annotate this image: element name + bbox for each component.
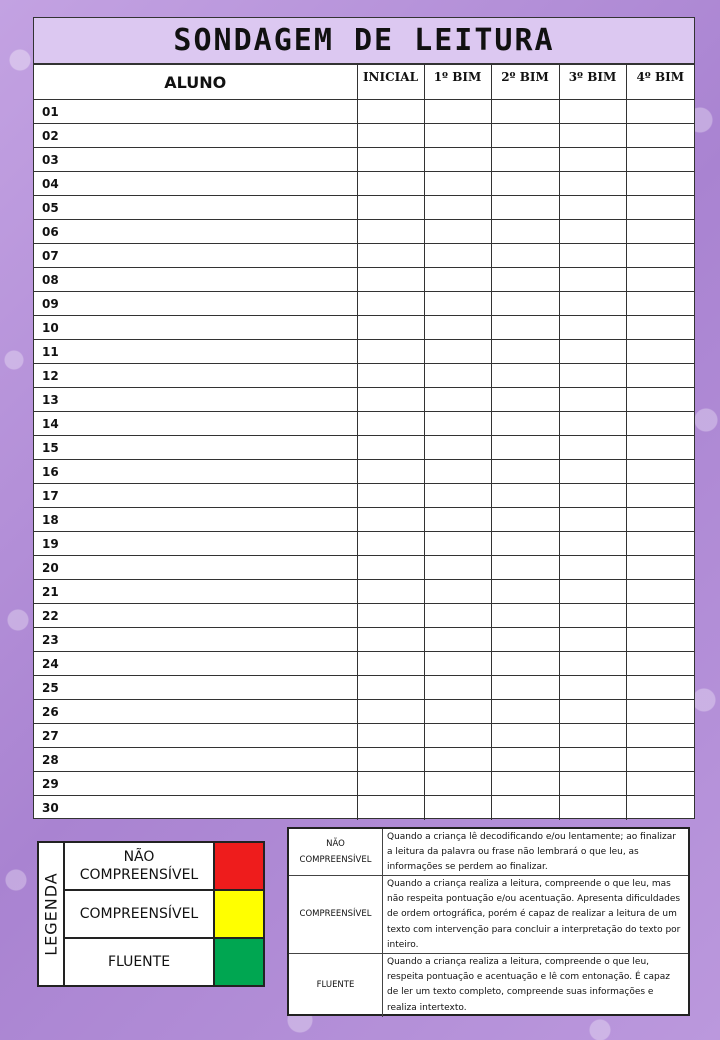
cell-bim-4[interactable] xyxy=(626,172,694,196)
table-row xyxy=(34,100,694,124)
table-row xyxy=(34,676,694,700)
cell-bim-1[interactable] xyxy=(424,556,491,580)
cell-inicial[interactable] xyxy=(357,676,424,700)
reading-survey-sheet xyxy=(33,17,695,819)
header-bim-2: 2º BIM xyxy=(491,65,559,100)
description-text: Quando a criança realiza a leitura, compreende o que leu, mas não respeita pontuação e/ou acentuação. Apresenta dificuldades de ordem ortográfica, porém é capaz de realizar a leitura de um texto com intervenção para concluir a interpretação do texto por inteiro. xyxy=(387,879,681,950)
table-row xyxy=(34,748,694,772)
cell-bim-3[interactable] xyxy=(559,652,626,676)
cell-inicial[interactable] xyxy=(357,340,424,364)
cell-bim-2[interactable] xyxy=(491,628,559,652)
legend-label: FLUENTE xyxy=(65,939,215,985)
table-row xyxy=(34,796,694,820)
cell-inicial[interactable] xyxy=(357,172,424,196)
cell-bim-2[interactable] xyxy=(491,700,559,724)
student-number[interactable]: 18 xyxy=(34,508,357,532)
cell-inicial[interactable] xyxy=(357,196,424,220)
cell-bim-1[interactable] xyxy=(424,700,491,724)
cell-bim-3[interactable] xyxy=(559,220,626,244)
cell-bim-4[interactable] xyxy=(626,124,694,148)
legend-swatch-yellow xyxy=(215,891,263,937)
description-name: NÃO COMPREENSÍVEL xyxy=(289,829,383,875)
cell-bim-3[interactable] xyxy=(559,772,626,796)
cell-bim-2[interactable] xyxy=(491,508,559,532)
table-row xyxy=(34,700,694,724)
cell-bim-3[interactable] xyxy=(559,508,626,532)
table-row xyxy=(34,604,694,628)
cell-bim-1[interactable] xyxy=(424,796,491,820)
cell-bim-4[interactable] xyxy=(626,340,694,364)
legend-title: LEGENDA xyxy=(41,872,61,956)
cell-inicial[interactable] xyxy=(357,220,424,244)
cell-inicial[interactable] xyxy=(357,436,424,460)
description-row-nao-compreensivel xyxy=(289,829,688,876)
cell-bim-3[interactable] xyxy=(559,412,626,436)
cell-bim-1[interactable] xyxy=(424,412,491,436)
student-number[interactable]: 24 xyxy=(34,652,357,676)
cell-bim-1[interactable] xyxy=(424,724,491,748)
cell-inicial[interactable] xyxy=(357,700,424,724)
cell-bim-3[interactable] xyxy=(559,364,626,388)
cell-bim-3[interactable] xyxy=(559,484,626,508)
cell-bim-3[interactable] xyxy=(559,532,626,556)
cell-bim-1[interactable] xyxy=(424,748,491,772)
legend-label: COMPREENSÍVEL xyxy=(65,891,215,937)
cell-bim-2[interactable] xyxy=(491,748,559,772)
description-name: COMPREENSÍVEL xyxy=(289,876,383,953)
cell-bim-4[interactable] xyxy=(626,724,694,748)
cell-bim-2[interactable] xyxy=(491,388,559,412)
cell-bim-1[interactable] xyxy=(424,508,491,532)
cell-bim-4[interactable] xyxy=(626,796,694,820)
legend-box xyxy=(37,841,265,987)
cell-bim-1[interactable] xyxy=(424,388,491,412)
cell-inicial[interactable] xyxy=(357,580,424,604)
cell-bim-2[interactable] xyxy=(491,556,559,580)
cell-inicial[interactable] xyxy=(357,748,424,772)
table-row xyxy=(34,340,694,364)
cell-bim-4[interactable] xyxy=(626,292,694,316)
cell-inicial[interactable] xyxy=(357,244,424,268)
cell-bim-4[interactable] xyxy=(626,412,694,436)
student-number[interactable]: 23 xyxy=(34,628,357,652)
student-number[interactable]: 02 xyxy=(34,124,357,148)
cell-bim-3[interactable] xyxy=(559,700,626,724)
cell-bim-1[interactable] xyxy=(424,532,491,556)
student-number[interactable]: 06 xyxy=(34,220,357,244)
cell-bim-1[interactable] xyxy=(424,220,491,244)
student-number[interactable]: 08 xyxy=(34,268,357,292)
cell-bim-2[interactable] xyxy=(491,604,559,628)
cell-bim-2[interactable] xyxy=(491,100,559,124)
cell-bim-4[interactable] xyxy=(626,556,694,580)
cell-bim-2[interactable] xyxy=(491,124,559,148)
description-name: FLUENTE xyxy=(289,954,383,1017)
student-number[interactable]: 30 xyxy=(34,796,357,820)
cell-bim-1[interactable] xyxy=(424,292,491,316)
cell-bim-2[interactable] xyxy=(491,172,559,196)
cell-inicial[interactable] xyxy=(357,628,424,652)
cell-bim-4[interactable] xyxy=(626,220,694,244)
cell-bim-3[interactable] xyxy=(559,196,626,220)
cell-bim-3[interactable] xyxy=(559,748,626,772)
cell-bim-2[interactable] xyxy=(491,796,559,820)
table-row xyxy=(34,628,694,652)
cell-inicial[interactable] xyxy=(357,556,424,580)
legend-title-cell xyxy=(39,843,65,985)
student-number[interactable]: 15 xyxy=(34,436,357,460)
student-number[interactable]: 10 xyxy=(34,316,357,340)
table-row xyxy=(34,460,694,484)
student-number[interactable]: 22 xyxy=(34,604,357,628)
cell-bim-2[interactable] xyxy=(491,724,559,748)
cell-bim-2[interactable] xyxy=(491,580,559,604)
cell-bim-4[interactable] xyxy=(626,628,694,652)
cell-bim-4[interactable] xyxy=(626,484,694,508)
cell-inicial[interactable] xyxy=(357,460,424,484)
cell-bim-4[interactable] xyxy=(626,532,694,556)
student-number[interactable]: 13 xyxy=(34,388,357,412)
student-number[interactable]: 28 xyxy=(34,748,357,772)
student-number[interactable]: 03 xyxy=(34,148,357,172)
cell-bim-1[interactable] xyxy=(424,268,491,292)
cell-bim-1[interactable] xyxy=(424,124,491,148)
student-number[interactable]: 20 xyxy=(34,556,357,580)
student-number[interactable]: 21 xyxy=(34,580,357,604)
legend-item-fluente xyxy=(65,939,263,985)
cell-bim-3[interactable] xyxy=(559,580,626,604)
table-row xyxy=(34,220,694,244)
cell-bim-2[interactable] xyxy=(491,412,559,436)
cell-bim-2[interactable] xyxy=(491,460,559,484)
cell-bim-3[interactable] xyxy=(559,460,626,484)
cell-bim-1[interactable] xyxy=(424,340,491,364)
description-row-compreensivel xyxy=(289,876,688,954)
cell-bim-2[interactable] xyxy=(491,292,559,316)
cell-inicial[interactable] xyxy=(357,532,424,556)
header-bim-3: 3º BIM xyxy=(559,65,626,100)
cell-bim-1[interactable] xyxy=(424,244,491,268)
cell-bim-2[interactable] xyxy=(491,268,559,292)
cell-bim-4[interactable] xyxy=(626,676,694,700)
table-row xyxy=(34,412,694,436)
table-row xyxy=(34,388,694,412)
table-row xyxy=(34,364,694,388)
student-number[interactable]: 14 xyxy=(34,412,357,436)
cell-inicial[interactable] xyxy=(357,508,424,532)
table-row xyxy=(34,556,694,580)
table-row xyxy=(34,172,694,196)
cell-bim-3[interactable] xyxy=(559,628,626,652)
cell-bim-1[interactable] xyxy=(424,460,491,484)
cell-bim-4[interactable] xyxy=(626,652,694,676)
student-table xyxy=(34,64,694,820)
cell-inicial[interactable] xyxy=(357,148,424,172)
cell-bim-2[interactable] xyxy=(491,244,559,268)
cell-bim-4[interactable] xyxy=(626,580,694,604)
table-row xyxy=(34,292,694,316)
cell-bim-1[interactable] xyxy=(424,436,491,460)
cell-bim-3[interactable] xyxy=(559,172,626,196)
cell-bim-3[interactable] xyxy=(559,268,626,292)
cell-inicial[interactable] xyxy=(357,724,424,748)
student-number[interactable]: 26 xyxy=(34,700,357,724)
cell-bim-2[interactable] xyxy=(491,148,559,172)
cell-inicial[interactable] xyxy=(357,772,424,796)
student-number[interactable]: 04 xyxy=(34,172,357,196)
cell-bim-4[interactable] xyxy=(626,244,694,268)
header-inicial: INICIAL xyxy=(357,65,424,100)
cell-bim-3[interactable] xyxy=(559,796,626,820)
cell-bim-3[interactable] xyxy=(559,340,626,364)
cell-inicial[interactable] xyxy=(357,364,424,388)
cell-bim-4[interactable] xyxy=(626,508,694,532)
cell-bim-3[interactable] xyxy=(559,604,626,628)
cell-bim-2[interactable] xyxy=(491,196,559,220)
cell-bim-2[interactable] xyxy=(491,364,559,388)
student-number[interactable]: 17 xyxy=(34,484,357,508)
cell-bim-1[interactable] xyxy=(424,628,491,652)
student-number[interactable]: 16 xyxy=(34,460,357,484)
cell-bim-3[interactable] xyxy=(559,436,626,460)
student-number[interactable]: 01 xyxy=(34,100,357,124)
table-row xyxy=(34,652,694,676)
student-number[interactable]: 07 xyxy=(34,244,357,268)
cell-inicial[interactable] xyxy=(357,484,424,508)
table-row xyxy=(34,316,694,340)
cell-bim-4[interactable] xyxy=(626,100,694,124)
legend-items xyxy=(65,843,263,985)
description-text: Quando a criança realiza a leitura, compreende o que leu, respeita pontuação e acentuação e lê com entonação. É capaz de ler um texto completo, compreende suas informações e realiza intertexto. xyxy=(387,957,670,1013)
header-bim-4: 4º BIM xyxy=(626,65,694,100)
legend-swatch-green xyxy=(215,939,263,985)
cell-bim-1[interactable] xyxy=(424,772,491,796)
student-number[interactable]: 27 xyxy=(34,724,357,748)
cell-bim-3[interactable] xyxy=(559,292,626,316)
cell-inicial[interactable] xyxy=(357,292,424,316)
cell-bim-1[interactable] xyxy=(424,148,491,172)
cell-bim-4[interactable] xyxy=(626,268,694,292)
cell-inicial[interactable] xyxy=(357,100,424,124)
cell-inicial[interactable] xyxy=(357,388,424,412)
legend-label: NÃO COMPREENSÍVEL xyxy=(65,843,215,889)
cell-bim-4[interactable] xyxy=(626,604,694,628)
table-row xyxy=(34,148,694,172)
student-number[interactable]: 25 xyxy=(34,676,357,700)
legend-item-compreensivel xyxy=(65,891,263,939)
student-number[interactable]: 05 xyxy=(34,196,357,220)
cell-inicial[interactable] xyxy=(357,268,424,292)
table-row xyxy=(34,724,694,748)
cell-bim-1[interactable] xyxy=(424,580,491,604)
cell-bim-1[interactable] xyxy=(424,652,491,676)
cell-bim-2[interactable] xyxy=(491,772,559,796)
cell-bim-3[interactable] xyxy=(559,148,626,172)
cell-bim-3[interactable] xyxy=(559,316,626,340)
cell-bim-4[interactable] xyxy=(626,772,694,796)
table-row xyxy=(34,484,694,508)
cell-bim-4[interactable] xyxy=(626,148,694,172)
cell-bim-2[interactable] xyxy=(491,316,559,340)
cell-bim-2[interactable] xyxy=(491,676,559,700)
cell-bim-2[interactable] xyxy=(491,532,559,556)
cell-bim-1[interactable] xyxy=(424,364,491,388)
student-number[interactable]: 09 xyxy=(34,292,357,316)
cell-bim-4[interactable] xyxy=(626,388,694,412)
cell-bim-1[interactable] xyxy=(424,100,491,124)
cell-bim-4[interactable] xyxy=(626,460,694,484)
cell-bim-3[interactable] xyxy=(559,556,626,580)
cell-bim-3[interactable] xyxy=(559,724,626,748)
table-row xyxy=(34,532,694,556)
cell-bim-4[interactable] xyxy=(626,700,694,724)
table-row xyxy=(34,196,694,220)
student-number[interactable]: 29 xyxy=(34,772,357,796)
cell-bim-3[interactable] xyxy=(559,124,626,148)
cell-bim-1[interactable] xyxy=(424,196,491,220)
legend-swatch-red xyxy=(215,843,263,889)
cell-bim-2[interactable] xyxy=(491,484,559,508)
cell-inicial[interactable] xyxy=(357,412,424,436)
cell-bim-4[interactable] xyxy=(626,748,694,772)
cell-bim-4[interactable] xyxy=(626,316,694,340)
cell-bim-2[interactable] xyxy=(491,220,559,244)
page-title: SONDAGEM DE LEITURA xyxy=(34,18,694,64)
cell-bim-3[interactable] xyxy=(559,676,626,700)
student-number[interactable]: 12 xyxy=(34,364,357,388)
table-header-row xyxy=(34,65,694,100)
table-row xyxy=(34,580,694,604)
table-row xyxy=(34,268,694,292)
cell-bim-3[interactable] xyxy=(559,388,626,412)
cell-bim-2[interactable] xyxy=(491,436,559,460)
cell-bim-2[interactable] xyxy=(491,340,559,364)
description-text: Quando a criança lê decodificando e/ou lentamente; ao finalizar a leitura da palavra ou frase não lembrará o que leu, as informações se perdem ao finalizar. xyxy=(387,832,676,873)
description-table xyxy=(287,827,690,1016)
cell-bim-4[interactable] xyxy=(626,436,694,460)
cell-bim-1[interactable] xyxy=(424,484,491,508)
table-row xyxy=(34,436,694,460)
cell-bim-3[interactable] xyxy=(559,244,626,268)
cell-bim-1[interactable] xyxy=(424,604,491,628)
cell-bim-4[interactable] xyxy=(626,196,694,220)
cell-bim-3[interactable] xyxy=(559,100,626,124)
cell-inicial[interactable] xyxy=(357,124,424,148)
cell-inicial[interactable] xyxy=(357,604,424,628)
header-aluno: ALUNO xyxy=(34,65,357,100)
table-row xyxy=(34,772,694,796)
table-row xyxy=(34,508,694,532)
cell-inicial[interactable] xyxy=(357,796,424,820)
table-row xyxy=(34,124,694,148)
cell-bim-1[interactable] xyxy=(424,172,491,196)
table-row xyxy=(34,244,694,268)
cell-bim-1[interactable] xyxy=(424,676,491,700)
cell-inicial[interactable] xyxy=(357,316,424,340)
student-number[interactable]: 11 xyxy=(34,340,357,364)
description-row-fluente xyxy=(289,954,688,1017)
cell-bim-1[interactable] xyxy=(424,316,491,340)
header-bim-1: 1º BIM xyxy=(424,65,491,100)
student-number[interactable]: 19 xyxy=(34,532,357,556)
cell-bim-2[interactable] xyxy=(491,652,559,676)
cell-inicial[interactable] xyxy=(357,652,424,676)
cell-bim-4[interactable] xyxy=(626,364,694,388)
legend-item-nao-compreensivel xyxy=(65,843,263,891)
